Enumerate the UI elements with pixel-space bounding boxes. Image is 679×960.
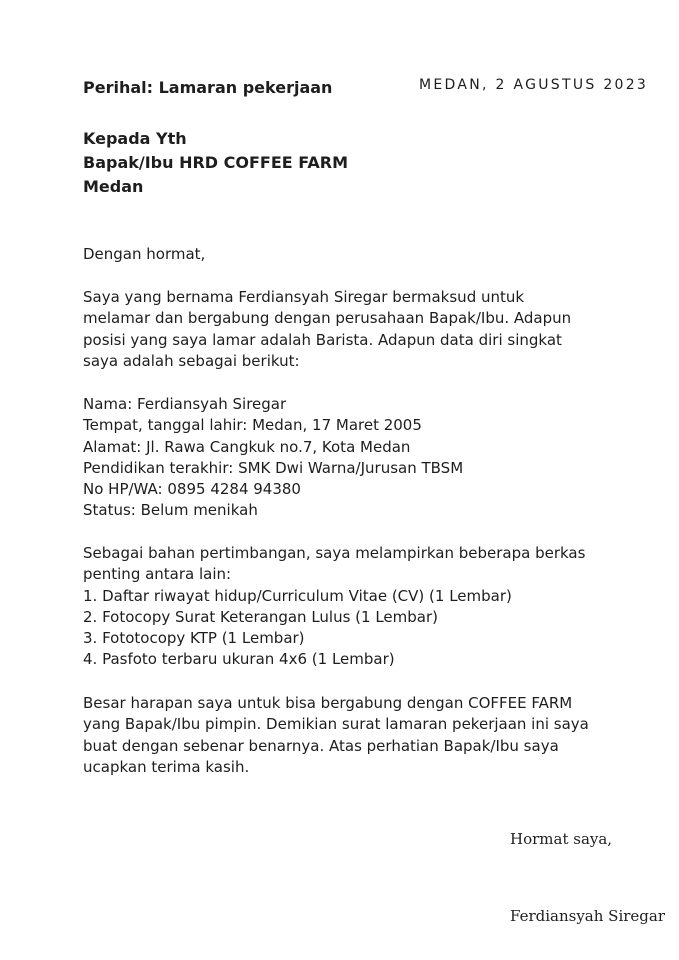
- detail-address: Alamat: Jl. Rawa Cangkuk no.7, Kota Medan: [83, 437, 411, 456]
- personal-details: [83, 394, 653, 522]
- detail-status: Status: Belum menikah: [83, 501, 258, 520]
- paragraph-line: Saya yang bernama Ferdiansyah Siregar bermaksud untuk: [83, 288, 525, 306]
- signoff: Hormat saya,: [510, 830, 613, 848]
- detail-education: Pendidikan terakhir: SMK Dwi Warna/Jurusan TBSM: [83, 458, 464, 477]
- signature-name: Ferdiansyah Siregar: [510, 907, 666, 925]
- attachment-item: 4. Pasfoto terbaru ukuran 4x6 (1 Lembar): [83, 650, 395, 669]
- paragraph-line: yang Bapak/Ibu pimpin. Demikian surat lamaran pekerjaan ini saya: [83, 715, 589, 734]
- recipient-line: Kepada Yth: [83, 129, 187, 148]
- letter-subject: Perihal: Lamaran pekerjaan: [83, 78, 333, 97]
- paragraph-line: posisi yang saya lamar adalah Barista. Adapun data diri singkat: [83, 330, 562, 349]
- closing-paragraph: [83, 693, 653, 778]
- recipient-line: Bapak/Ibu HRD COFFEE FARM: [83, 153, 349, 172]
- detail-name: Nama: Ferdiansyah Siregar: [83, 395, 287, 413]
- attachment-item: 3. Fototocopy KTP (1 Lembar): [83, 629, 305, 648]
- detail-birth: Tempat, tanggal lahir: Medan, 17 Maret 2005: [83, 416, 422, 435]
- recipient-block: [83, 127, 348, 199]
- attachment-item: 1. Daftar riwayat hidup/Curriculum Vitae (CV) (1 Lembar): [83, 586, 512, 605]
- paragraph-line: Sebagai bahan pertimbangan, saya melampirkan beberapa berkas: [83, 544, 586, 562]
- detail-phone: No HP/WA: 0895 4284 94380: [83, 480, 301, 499]
- salutation: Dengan hormat,: [83, 245, 206, 263]
- paragraph-line: saya adalah sebagai berikut:: [83, 351, 300, 370]
- paragraph-line: ucapkan terima kasih.: [83, 757, 250, 776]
- paragraph-line: penting antara lain:: [83, 565, 232, 584]
- paragraph-line: melamar dan bergabung dengan perusahaan Bapak/Ibu. Adapun: [83, 309, 572, 328]
- attachments-section: [83, 543, 653, 671]
- intro-paragraph: [83, 287, 653, 372]
- letter-date: MEDAN, 2 AGUSTUS 2023: [419, 77, 649, 93]
- paragraph-line: buat dengan sebenar benarnya. Atas perhatian Bapak/Ibu saya: [83, 736, 559, 755]
- recipient-line: Medan: [83, 177, 144, 196]
- attachment-item: 2. Fotocopy Surat Keterangan Lulus (1 Lembar): [83, 607, 439, 626]
- paragraph-line: Besar harapan saya untuk bisa bergabung dengan COFFEE FARM: [83, 694, 573, 712]
